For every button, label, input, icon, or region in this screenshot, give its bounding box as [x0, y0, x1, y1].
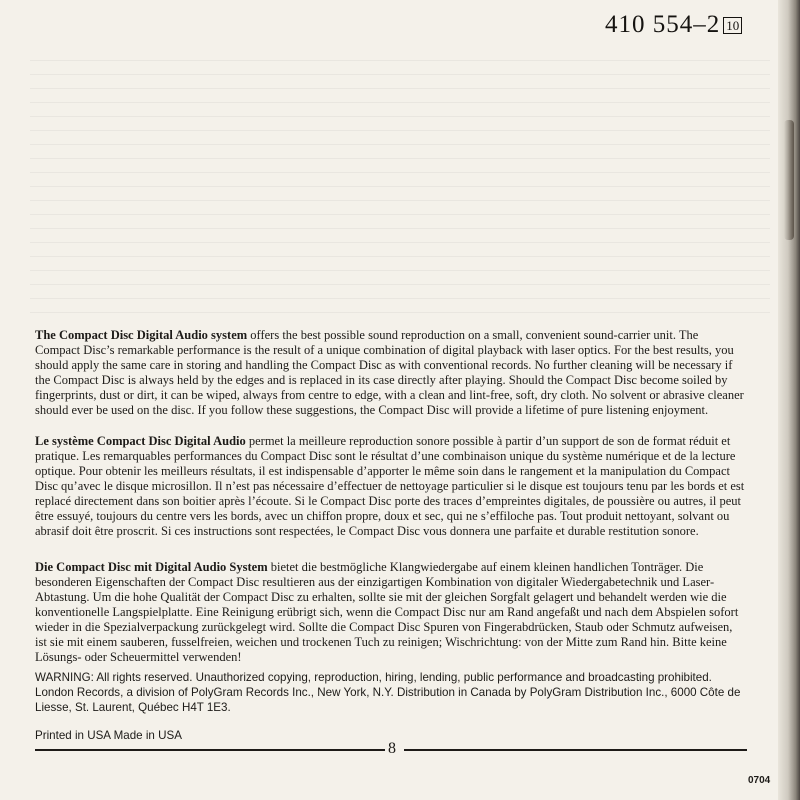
print-code: 0704	[748, 775, 771, 786]
paragraph-german-body: bietet die bestmögliche Klangwiedergabe auf einem kleinen handlichen Tonträger. Die besonderen Eigenschaften der Compact Disc resultieren aus der einzigartigen Kombination von digitaler Wiedergabetechnik und Laser-Abtastung. Um die hohe Qualität der Compact Disc zu erhalten, sollte sie mit der gleichen Sorgfalt gelagert und behandelt werden wie die konventionelle Langspielplatte. Eine Reinigung erübrigt sich, wenn die Compact Disc nur am Rand angefaßt und nach dem Abspielen sofort wieder in die Spezialverpackung zurückgelegt wird. Sollte die Compact Disc Spuren von Fingerabdrücken, Staub oder Schmutz aufweisen, ist sie mit einem sauberen, fusselfreien, weichen und trockenen Tuch zu reinigen; Wischrichtung: von der Mitte zum Rand hin. Bitte keine Lösungs- oder Scheuermittel verwenden!	[35, 560, 739, 664]
bleed-through-texture	[30, 60, 770, 320]
printed-in-notice: Printed in USA Made in USA	[35, 729, 182, 742]
paragraph-french-lead: Le système Compact Disc Digital Audio	[35, 434, 246, 448]
paragraph-english-body: offers the best possible sound reproduction on a small, convenient sound-carrier unit. The Compact Disc’s remarkable performance is the result of a unique combination of digital playback with laser optics. For the best results, you should apply the same care in storing and handling the Compact Disc as with conventional records. No further cleaning will be necessary if the Compact Disc is always held by the edges and is replaced in its case directly after playing. Should the Compact Disc become soiled by fingerprints, dust or dirt, it can be wiped, always from centre to edge, with a clean and lint-free, soft, dry cloth. No solvent or abrasive cleaner should ever be used on the disc. If you follow these suggestions, the Compact Disc will provide a lifetime of pure listening enjoyment.	[35, 328, 744, 417]
paragraph-french-body: permet la meilleure reproduction sonore possible à partir d’un support de son de format réduit et pratique. Les remarquables performances du Compact Disc sont le résultat d’une combinaison unique du système numérique et de la lecture optique. Pour obtenir les meilleurs résultats, il est indispensable d’apporter le même soin dans le rangement et la manipulation du Compact Disc qu’avec le disque microsillon. Il n’est pas nécessaire d’effectuer de nettoyage particulier si le disque est toujours tenu par les bords et est replacé directement dans son boitier après l’écoute. Si le Compact Disc porte des traces d’empreintes digitales, de poussière ou autres, il peut être essuyé, toujours du centre vers les bords, avec un chiffon propre, doux et sec, qui ne s’effiloche pas. Tout produit nettoyant, solvant ou abrasif doit être proscrit. Si ces instructions sont respectées, le Compact Disc vous donnera une parfaite et durable restitution sonore.	[35, 434, 745, 538]
paragraph-english	[35, 328, 745, 418]
binding-shadow	[784, 120, 794, 240]
catalog-number	[605, 10, 742, 40]
disc-count-box: 10	[723, 17, 742, 34]
paragraph-german	[35, 560, 745, 665]
footer-rule-right	[404, 749, 747, 751]
catalog-number-text: 410 554–2	[605, 11, 721, 38]
paragraph-french	[35, 434, 745, 539]
paragraph-german-lead: Die Compact Disc mit Digital Audio System	[35, 560, 268, 574]
footer-rule-left	[35, 749, 385, 751]
legal-warning: WARNING: All rights reserved. Unauthorized copying, reproduction, hiring, lending, public performance and broadcasting prohibited. London Records, a division of PolyGram Records Inc., New York, N.Y. Distribution in Canada by PolyGram Distribution Inc., 6000 Côte de Liesse, St. Laurent, Québec H4T 1E3.	[35, 671, 741, 714]
page-number: 8	[388, 740, 396, 757]
paragraph-english-lead: The Compact Disc Digital Audio system	[35, 328, 248, 342]
